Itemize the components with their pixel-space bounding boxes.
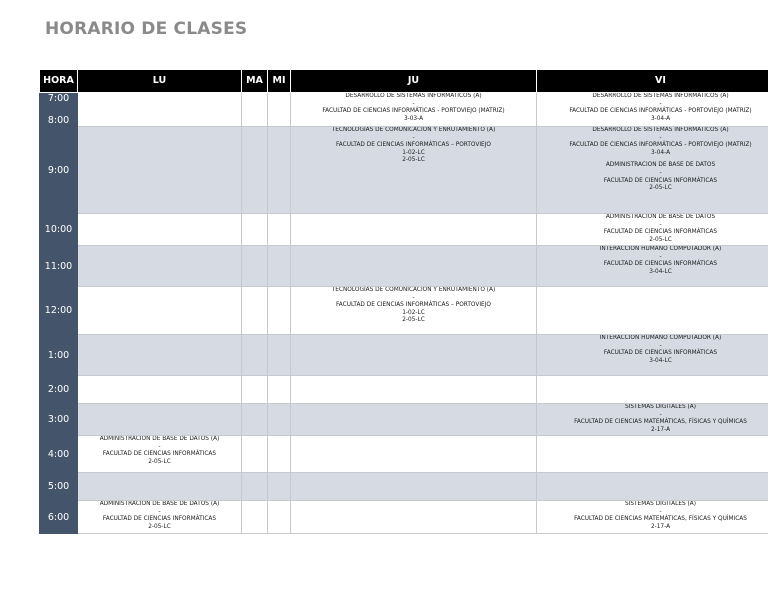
day-cell-mi xyxy=(268,127,291,214)
class-faculty: FACULTAD DE CIENCIAS INFORMÁTICAS xyxy=(102,451,217,458)
class-room: 2-17-A xyxy=(650,426,671,433)
day-cell-ma xyxy=(242,404,268,436)
hour-label: 10:00 xyxy=(44,224,73,235)
day-cell-ma xyxy=(242,127,268,214)
class-separator: - xyxy=(659,253,662,260)
day-cell-ma xyxy=(242,287,268,335)
day-cell-lu xyxy=(78,93,242,127)
class-room: 3-04-A xyxy=(650,149,671,156)
hour-label: 12:00 xyxy=(44,305,73,316)
day-cell-mi xyxy=(268,335,291,376)
class-subject: ADMINISTRACION DE BASE DE DATOS xyxy=(605,214,716,220)
class-entry xyxy=(537,162,768,192)
day-cell-ju xyxy=(291,214,537,246)
table-row xyxy=(40,287,768,335)
day-cell-mi xyxy=(268,436,291,473)
class-separator: - xyxy=(412,294,415,301)
day-cell-ma xyxy=(242,436,268,473)
day-cell-lu xyxy=(78,127,242,214)
day-cell-vi xyxy=(537,501,768,534)
day-cell-lu xyxy=(78,501,242,534)
day-cell-mi xyxy=(268,214,291,246)
class-faculty: FACULTAD DE CIENCIAS INFORMÁTICAS xyxy=(603,229,718,236)
day-cell-ju xyxy=(291,501,537,534)
schedule-table xyxy=(39,69,768,534)
class-separator: - xyxy=(659,134,662,141)
class-entry xyxy=(537,93,768,123)
day-cell-vi xyxy=(537,473,768,501)
header-vi: VI xyxy=(537,70,768,93)
table-row xyxy=(40,246,768,287)
hour-label: 2:00 xyxy=(47,384,70,395)
class-room: 3-04-LC xyxy=(649,268,672,275)
day-cell-ju xyxy=(291,335,537,376)
class-subject: DESARROLLO DE SISTEMAS INFORMATICOS (A) xyxy=(345,93,482,99)
day-cell-ma xyxy=(242,93,268,127)
day-cell-vi xyxy=(537,127,768,214)
table-row xyxy=(40,436,768,473)
table-row xyxy=(40,127,768,214)
hour-label: 6:00 xyxy=(47,511,70,523)
hour-cell xyxy=(40,127,78,214)
class-faculty: FACULTAD DE CIENCIAS INFORMÁTICAS - PORTOVIEJO (MATRIZ) xyxy=(322,108,505,115)
hour-cell xyxy=(40,473,78,501)
class-room: 1-02-LC xyxy=(402,149,425,156)
class-faculty: FACULTAD DE CIENCIAS MATEMÁTICAS, FÍSICAS Y QUÍMICAS xyxy=(574,516,747,523)
day-cell-lu xyxy=(78,287,242,335)
hour-label: 8:00 xyxy=(47,115,70,126)
schedule-body xyxy=(40,93,768,534)
day-cell-mi xyxy=(268,246,291,287)
header-ma: MA xyxy=(242,70,268,93)
day-cell-lu xyxy=(78,473,242,501)
class-separator: - xyxy=(412,134,415,141)
class-room: 2-05-LC xyxy=(402,157,425,164)
class-entry xyxy=(537,246,768,276)
header-mi: MI xyxy=(268,70,291,93)
day-cell-ju xyxy=(291,93,537,127)
table-row xyxy=(40,93,768,127)
class-room: 3-03-A xyxy=(403,115,424,122)
class-faculty: FACULTAD DE CIENCIAS INFORMÁTICAS xyxy=(102,516,217,523)
day-cell-vi xyxy=(537,93,768,127)
class-room: 3-04-A xyxy=(650,115,671,122)
day-cell-ju xyxy=(291,376,537,404)
day-cell-lu xyxy=(78,246,242,287)
class-entry xyxy=(291,287,536,325)
hour-label: 1:00 xyxy=(47,349,70,361)
class-separator: - xyxy=(659,169,662,176)
class-room: 2-05-LC xyxy=(148,523,171,530)
class-entry xyxy=(537,501,768,531)
class-subject: TECNOLOGIAS DE COMUNICACIÓN Y ENRUTAMIENTO (A) xyxy=(331,127,496,133)
class-entry xyxy=(537,335,768,365)
class-faculty: FACULTAD DE CIENCIAS INFORMÁTICAS - PORTOVIEJO (MATRIZ) xyxy=(569,142,752,149)
class-entry xyxy=(291,127,536,165)
day-cell-mi xyxy=(268,473,291,501)
table-row xyxy=(40,376,768,404)
hour-cell xyxy=(40,246,78,287)
day-cell-vi xyxy=(537,246,768,287)
day-cell-ju xyxy=(291,127,537,214)
class-subject: INTERACCION HUMANO COMPUTADOR (A) xyxy=(599,246,722,252)
day-cell-vi xyxy=(537,335,768,376)
class-room: 2-05-LC xyxy=(402,317,425,324)
class-separator: - xyxy=(412,100,415,107)
hour-label: 11:00 xyxy=(44,260,73,272)
day-cell-ma xyxy=(242,501,268,534)
hour-cell xyxy=(40,335,78,376)
header-lu: LU xyxy=(78,70,242,93)
class-separator: - xyxy=(659,342,662,349)
class-subject: ADMINISTRACION DE BASE DE DATOS (A) xyxy=(99,501,220,507)
day-cell-ma xyxy=(242,335,268,376)
class-room: 2-05-LC xyxy=(649,185,672,192)
day-cell-lu xyxy=(78,376,242,404)
hour-cell xyxy=(40,404,78,436)
day-cell-lu xyxy=(78,214,242,246)
class-separator: - xyxy=(158,443,161,450)
schedule-header-row xyxy=(40,70,768,93)
class-subject: SISTEMAS DIGITALES (A) xyxy=(624,404,697,410)
day-cell-ju xyxy=(291,404,537,436)
class-entry xyxy=(291,93,536,123)
class-room: 2-05-LC xyxy=(649,236,672,243)
class-faculty: FACULTAD DE CIENCIAS INFORMÁTICAS – PORTOVIEJO xyxy=(335,302,491,309)
hour-cell xyxy=(40,214,78,246)
class-faculty: FACULTAD DE CIENCIAS MATEMÁTICAS, FÍSICAS Y QUÍMICAS xyxy=(574,419,747,426)
page-title: HORARIO DE CLASES xyxy=(45,19,248,39)
class-subject: ADMINISTRACION DE BASE DE DATOS (A) xyxy=(99,436,220,442)
class-room: 2-05-LC xyxy=(148,458,171,465)
class-subject: TECNOLOGIAS DE COMUNICACIÓN Y ENRUTAMIENTO (A) xyxy=(331,287,496,293)
class-faculty: FACULTAD DE CIENCIAS INFORMÁTICAS xyxy=(603,261,718,268)
class-separator: - xyxy=(659,411,662,418)
hour-cell xyxy=(40,501,78,534)
hour-cell xyxy=(40,93,78,127)
class-faculty: FACULTAD DE CIENCIAS INFORMÁTICAS – PORTOVIEJO xyxy=(335,142,491,149)
class-subject: ADMINISTRACION DE BASE DE DATOS xyxy=(605,162,716,169)
class-entry xyxy=(537,127,768,157)
day-cell-ma xyxy=(242,246,268,287)
hour-label: 7:00 xyxy=(47,93,70,104)
day-cell-vi xyxy=(537,436,768,473)
hour-cell xyxy=(40,376,78,404)
class-entry xyxy=(537,404,768,434)
day-cell-lu xyxy=(78,436,242,473)
table-row xyxy=(40,404,768,436)
hour-label: 4:00 xyxy=(47,448,70,460)
class-separator: - xyxy=(659,221,662,228)
class-room: 2-17-A xyxy=(650,523,671,530)
class-subject: INTERACCION HUMANO COMPUTADOR (A) xyxy=(599,335,722,341)
class-faculty: FACULTAD DE CIENCIAS INFORMÁTICAS xyxy=(603,177,718,184)
class-faculty: FACULTAD DE CIENCIAS INFORMÁTICAS - PORTOVIEJO (MATRIZ) xyxy=(569,108,752,115)
hour-label: 5:00 xyxy=(47,481,70,492)
day-cell-ma xyxy=(242,214,268,246)
table-row xyxy=(40,473,768,501)
day-cell-vi xyxy=(537,214,768,246)
class-subject: DESARROLLO DE SISTEMAS INFORMATICOS (A) xyxy=(592,93,729,99)
class-entry xyxy=(78,501,241,531)
day-cell-ju xyxy=(291,246,537,287)
day-cell-mi xyxy=(268,287,291,335)
day-cell-mi xyxy=(268,501,291,534)
class-separator: - xyxy=(158,508,161,515)
table-row xyxy=(40,501,768,534)
hour-label: 3:00 xyxy=(47,414,70,425)
day-cell-lu xyxy=(78,404,242,436)
hour-label: 9:00 xyxy=(47,164,70,176)
class-entry xyxy=(78,436,241,466)
header-ju: JU xyxy=(291,70,537,93)
day-cell-ju xyxy=(291,473,537,501)
table-row xyxy=(40,214,768,246)
class-subject: DESARROLLO DE SISTEMAS INFORMATICOS (A) xyxy=(592,127,729,133)
hour-cell xyxy=(40,436,78,473)
header-hora: HORA xyxy=(40,70,78,93)
day-cell-lu xyxy=(78,335,242,376)
day-cell-vi xyxy=(537,404,768,436)
class-entry xyxy=(537,214,768,244)
day-cell-mi xyxy=(268,376,291,404)
day-cell-mi xyxy=(268,404,291,436)
class-subject: SISTEMAS DIGITALES (A) xyxy=(624,501,697,507)
class-faculty: FACULTAD DE CIENCIAS INFORMÁTICAS xyxy=(603,350,718,357)
day-cell-vi xyxy=(537,376,768,404)
day-cell-ma xyxy=(242,473,268,501)
day-cell-vi xyxy=(537,287,768,335)
day-cell-ju xyxy=(291,287,537,335)
class-separator: - xyxy=(659,508,662,515)
class-room: 3-04-LC xyxy=(649,357,672,364)
table-row xyxy=(40,335,768,376)
class-room: 1-02-LC xyxy=(402,309,425,316)
day-cell-ma xyxy=(242,376,268,404)
day-cell-mi xyxy=(268,93,291,127)
class-separator: - xyxy=(659,100,662,107)
day-cell-ju xyxy=(291,436,537,473)
hour-cell xyxy=(40,287,78,335)
